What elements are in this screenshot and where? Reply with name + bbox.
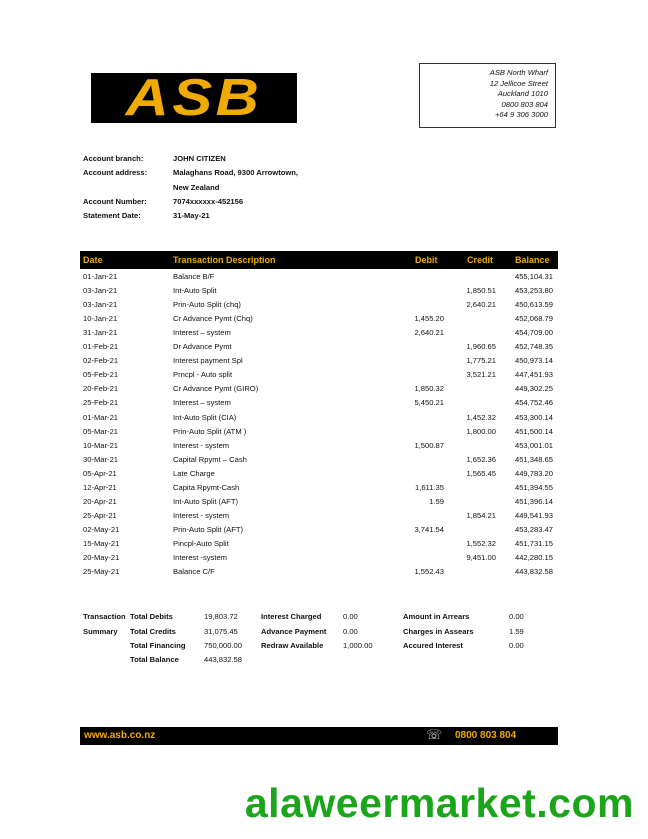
cell-balance: 453,001.01 [514, 440, 553, 450]
redraw-available-value: 1,000.00 [343, 641, 373, 650]
cell-credit: 9,451.00 [466, 553, 496, 562]
cell-credit: 1,850.51 [466, 286, 496, 296]
account-number-value: 7074xxxxxx-452156 [173, 197, 244, 206]
table-row [0, 497, 648, 511]
footer-bar [80, 727, 558, 745]
cell-description: Pincpl-Auto Split [173, 538, 229, 548]
account-address-line1: Malaghans Road, 9300 Arrowtown, [173, 168, 299, 177]
table-row [0, 441, 648, 455]
cell-debit: 1,850.32 [414, 384, 444, 394]
cell-balance: 451,500.14 [514, 426, 553, 436]
amount-in-arrears-value: 0.00 [509, 612, 524, 621]
table-row [0, 455, 648, 469]
cell-date: 15-May-21 [83, 538, 120, 548]
address-line: +64 9 306 3000 [495, 110, 548, 120]
cell-balance: 453,253.80 [514, 286, 553, 296]
cell-description: Interest - system [173, 440, 230, 450]
cell-date: 01-Jan-21 [83, 272, 118, 281]
table-row [0, 511, 648, 525]
cell-date: 25-Apr-21 [83, 510, 117, 520]
cell-balance: 453,283.47 [514, 524, 553, 534]
amount-in-arrears-label: Amount in Arrears [403, 612, 470, 621]
cell-balance: 449,541.93 [514, 510, 553, 520]
interest-charged-value: 0.00 [343, 612, 358, 621]
cell-description: Interest - system [173, 510, 230, 520]
cell-balance: 449,783.20 [514, 468, 553, 478]
table-row [0, 356, 648, 370]
cell-balance: 451,348.65 [514, 454, 553, 464]
total-debits-label: Total Debits [130, 612, 173, 621]
summary-heading-2: Summary [83, 627, 118, 636]
cell-description: Balance B/F [173, 272, 215, 281]
cell-debit: 1,552.43 [414, 567, 444, 577]
cell-date: 10-Jan-21 [83, 314, 118, 324]
address-line: 0800 803 804 [501, 99, 548, 109]
phone-number: 0800 803 804 [455, 730, 517, 741]
cell-date: 05-Apr-21 [83, 468, 117, 478]
cell-balance: 453,300.14 [514, 412, 553, 422]
cell-debit: 1,500.87 [414, 440, 444, 450]
cell-date: 20-Feb-21 [83, 384, 119, 394]
cell-credit: 1,652.36 [466, 454, 496, 464]
total-credits-label: Total Credits [130, 627, 176, 636]
statement-date-value: 31-May-21 [173, 211, 210, 220]
cell-date: 01-Mar-21 [83, 412, 119, 422]
cell-description: Cr Advance Pymt (GIRO) [173, 384, 259, 394]
cell-debit: 2,640.21 [414, 328, 444, 338]
asb-logo [91, 69, 297, 127]
cell-description: Interest -system [173, 553, 228, 562]
table-row [0, 342, 648, 356]
cell-credit: 1,552.32 [466, 538, 496, 548]
account-branch-value: JOHN CITIZEN [173, 154, 226, 163]
cell-description: Int-Auto Split (AFT) [173, 496, 238, 506]
advance-payment-value: 0.00 [343, 627, 358, 636]
cell-date: 10-Mar-21 [83, 440, 119, 450]
cell-balance: 450,973.14 [514, 356, 553, 366]
table-row [0, 286, 648, 300]
cell-date: 01-Feb-21 [83, 342, 119, 352]
total-balance-value: 443,832.58 [204, 655, 243, 664]
cell-date: 03-Jan-21 [83, 286, 118, 296]
advance-payment-label: Advance Payment [261, 627, 327, 636]
cell-description: Prin-Auto Split (AFT) [173, 524, 244, 534]
logo-text: ASB [125, 69, 263, 127]
telephone-icon: ☏ [426, 727, 443, 742]
cell-balance: 455,104.31 [514, 272, 553, 281]
cell-debit: 5,450.21 [414, 398, 444, 408]
table-row [0, 483, 648, 497]
cell-credit: 1,960.65 [466, 342, 496, 352]
account-address-line2: New Zealand [173, 183, 220, 192]
total-credits-value: 31,075.45 [204, 627, 238, 636]
table-row [0, 427, 648, 441]
account-branch-label: Account branch: [83, 154, 144, 163]
total-financing-label: Total Financing [130, 641, 186, 650]
cell-description: Prin-Auto Split (ATM ) [173, 426, 247, 436]
watermark: alaweermarket.com [244, 780, 634, 826]
cell-date: 25-Feb-21 [83, 398, 119, 408]
cell-credit: 1,854.21 [466, 510, 496, 520]
table-row [0, 539, 648, 553]
cell-balance: 452,748.35 [514, 342, 553, 352]
header-balance: Balance [515, 255, 550, 265]
table-row [0, 567, 648, 581]
account-number-label: Account Number: [83, 197, 147, 206]
address-line: ASB North Wharf [489, 68, 548, 77]
cell-balance: 454,752.46 [514, 398, 553, 408]
cell-balance: 451,396.14 [514, 496, 553, 506]
table-row [0, 370, 648, 384]
header-date: Date [83, 255, 103, 265]
website-link[interactable]: www.asb.co.nz [84, 730, 156, 741]
cell-debit: 3,741.54 [414, 524, 444, 534]
bank-address-box [419, 63, 556, 128]
total-financing-value: 750,000.00 [204, 641, 243, 650]
cell-description: Capita Rpymt-Cash [173, 482, 240, 492]
cell-description: Balance C/F [173, 567, 215, 577]
table-row [0, 328, 648, 342]
cell-date: 30-Mar-21 [83, 454, 119, 464]
cell-description: Interest – system [173, 398, 231, 408]
summary-heading: Transaction [83, 612, 126, 621]
address-line: Auckland 1010 [497, 89, 548, 99]
cell-description: Dr Advance Pymt [173, 342, 232, 352]
cell-debit: 1,455.20 [414, 314, 444, 324]
table-row [0, 384, 648, 398]
cell-description: Int-Auto Split (CIA) [173, 412, 237, 422]
cell-debit: 1,611.35 [415, 482, 444, 492]
cell-date: 02-Feb-21 [83, 356, 119, 366]
cell-description: Late Charge [173, 468, 215, 478]
header-credit: Credit [467, 255, 494, 265]
header-debit: Debit [415, 255, 438, 265]
table-row [0, 300, 648, 314]
cell-description: Int-Auto Split [173, 286, 217, 296]
cell-credit: 1,775.21 [466, 356, 496, 366]
charges-in-arrears-value: 1.59 [509, 627, 524, 636]
transactions-table-header [80, 251, 558, 269]
interest-charged-label: Interest Charged [261, 612, 322, 621]
cell-balance: 452,068.79 [514, 314, 553, 324]
cell-date: 02-May-21 [83, 524, 120, 534]
cell-balance: 447,451.93 [514, 370, 553, 380]
header-description: Transaction Description [173, 255, 276, 265]
cell-date: 12-Apr-21 [83, 482, 117, 492]
table-row [0, 314, 648, 328]
cell-credit: 1,800.00 [466, 426, 496, 436]
total-balance-label: Total Balance [130, 655, 179, 664]
cell-credit: 1,452.32 [466, 412, 496, 422]
table-row [0, 525, 648, 539]
cell-balance: 451,731.15 [514, 538, 553, 548]
cell-description: Interest payment Spl [173, 356, 243, 366]
cell-date: 25-May-21 [83, 567, 120, 577]
cell-balance: 450,613.59 [514, 300, 553, 310]
table-row [0, 272, 648, 286]
cell-debit: 1.59 [429, 496, 444, 506]
table-row [0, 469, 648, 483]
table-row [0, 413, 648, 427]
table-row [0, 398, 648, 412]
cell-balance: 454,709.00 [514, 328, 553, 338]
cell-description: Prin-Auto Split (chq) [173, 300, 241, 310]
statement-date-label: Statement Date: [83, 211, 141, 220]
accrued-interest-value: 0.00 [509, 641, 524, 650]
account-address-label: Account address: [83, 168, 148, 177]
cell-date: 05-Mar-21 [83, 426, 119, 436]
cell-credit: 1,565.45 [466, 468, 496, 478]
cell-description: Interest – system [173, 328, 231, 338]
table-row [0, 553, 648, 567]
total-debits-value: 19,803.72 [204, 612, 238, 621]
cell-credit: 3,521.21 [466, 370, 496, 380]
cell-balance: 443,832.58 [514, 567, 553, 577]
cell-date: 05-Feb-21 [83, 370, 119, 380]
cell-description: Capital Rpymt – Cash [173, 454, 247, 464]
redraw-available-label: Redraw Available [261, 641, 324, 650]
address-line: 12 Jellicoe Street [489, 78, 548, 88]
cell-credit: 2,640.21 [466, 300, 496, 310]
cell-date: 20-Apr-21 [83, 496, 117, 506]
cell-description: Prncpl - Auto split [173, 370, 233, 380]
cell-date: 20-May-21 [83, 553, 120, 562]
cell-balance: 442,280.15 [514, 553, 553, 562]
cell-description: Cr Advance Pymt (Chq) [173, 314, 253, 324]
charges-in-arrears-label: Charges in Assears [403, 627, 474, 636]
cell-balance: 449,302.25 [514, 384, 553, 394]
accrued-interest-label: Accured Interest [403, 641, 463, 650]
cell-date: 03-Jan-21 [83, 300, 118, 310]
cell-date: 31-Jan-21 [83, 328, 118, 338]
cell-balance: 451,394.55 [514, 482, 553, 492]
